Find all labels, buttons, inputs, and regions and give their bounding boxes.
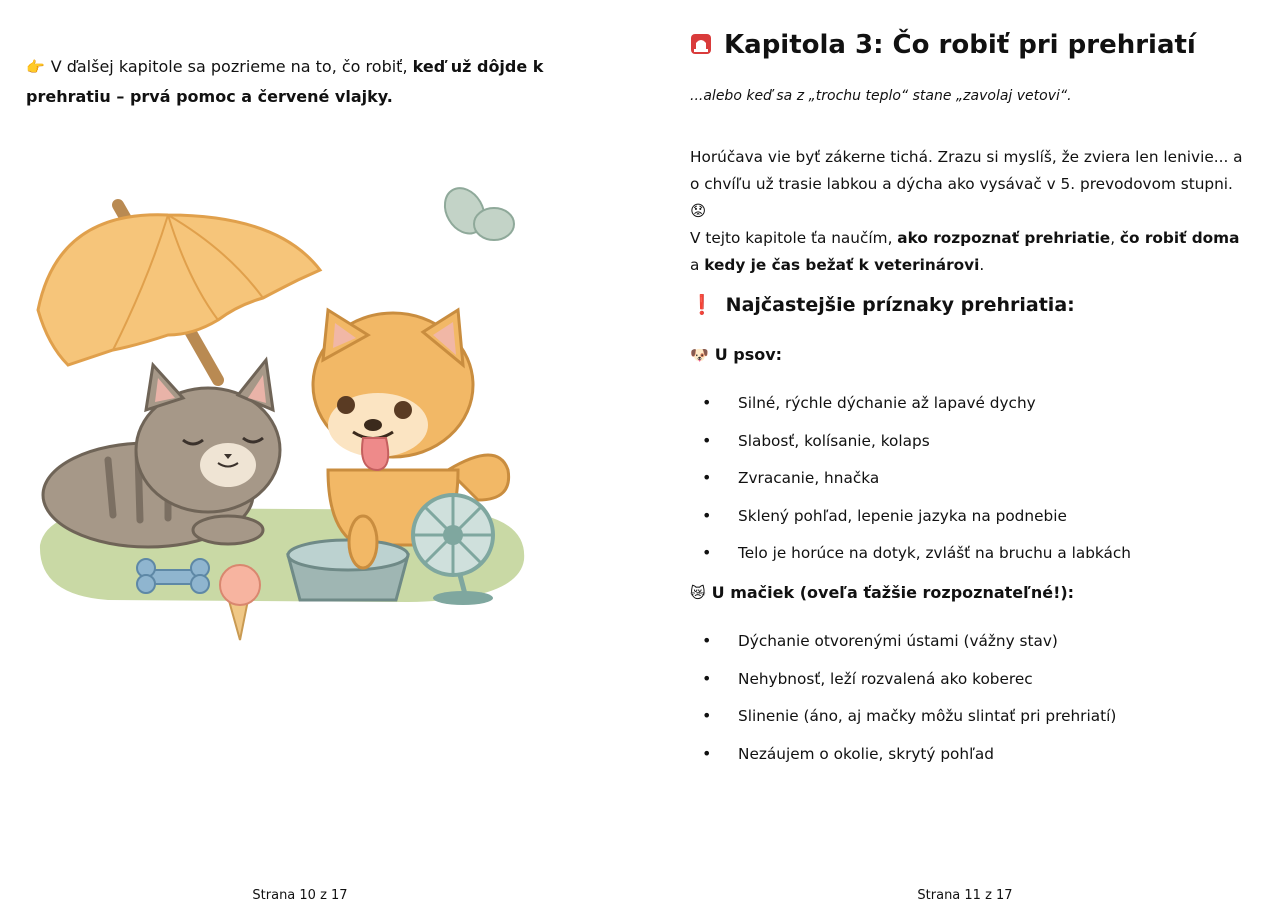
intro-plain: V ďalšej kapitole sa pozrieme na to, čo robiť, [50,57,413,76]
list-item: • Sklený pohľad, lepenie jazyka na podnebie [702,504,1262,542]
list-item: • Nezáujem o okolie, skrytý pohľad [702,742,1262,780]
crying-cat-icon: 😿 [690,584,706,602]
siren-icon [690,33,712,55]
symptoms-heading-text: Najčastejšie príznaky prehriatia: [725,294,1075,316]
ice-cream-icon [220,565,260,640]
dog-face-icon: 🐶 [690,346,709,364]
paragraph-bold-2: čo robiť doma [1119,229,1240,247]
umbrella-canopy [38,215,320,365]
chapter-subtitle: ...alebo keď sa z „trochu teplo“ stane „zavolaj vetovi“. [690,88,1072,104]
list-item: • Zvracanie, hnačka [702,466,1262,504]
paragraph-text-1: Horúčava vie byť zákerne tichá. Zrazu si myslíš, že zviera len lenivie... a o chvíľu už trasie labkou a dýcha ako vysávač v 5. prevodovom stupni. [690,148,1243,193]
leaf-icon [437,181,514,241]
cats-heading [690,583,1074,602]
paragraph-bold-3: kedy je čas bežať k veterinárovi [704,256,980,274]
dog-symptoms-list [702,391,1262,579]
intro-bold: keď už dôjde k prehratiu – prvá pomoc a červené vlajky. [26,57,544,106]
symptoms-heading [690,293,1075,316]
exclamation-icon: ❗ [690,294,714,316]
chapter-title [690,30,1196,60]
list-item: • Telo je horúce na dotyk, zvlášť na bruchu a labkách [702,541,1262,579]
list-item: • Silné, rýchle dýchanie až lapavé dychy [702,391,1262,429]
intro-paragraph [690,144,1245,279]
cat-dog-illustration [28,170,528,650]
page-number-left: Strana 10 z 17 [252,888,348,903]
list-item: • Slinenie (áno, aj mačky môžu slintať pri prehriatí) [702,704,1262,742]
paragraph-text-2: V tejto kapitole ťa naučím, [690,229,898,247]
list-item: • Nehybnosť, leží rozvalená ako koberec [702,667,1262,705]
right-page [640,0,1280,923]
chapter-title-text: Kapitola 3: Čo robiť pri prehriatí [724,30,1196,60]
paragraph-text-3: , [1110,229,1120,247]
dogs-heading-text: U psov: [714,345,783,364]
list-item: • Dýchanie otvorenými ústami (vážny stav) [702,629,1262,667]
list-item: • Slabosť, kolísanie, kolaps [702,429,1262,467]
paragraph-bold-1: ako rozpoznať prehriatie [897,229,1111,247]
worried-face-icon: 😟 [690,202,706,220]
paragraph-text-5: . [979,256,985,274]
pointing-hand-icon: 👉 [26,58,45,76]
dogs-heading [690,345,782,364]
cat-symptoms-list [702,629,1262,779]
paragraph-text-4: a [690,256,705,274]
cat-figure [43,360,280,547]
cats-heading-text: U mačiek (oveľa ťažšie rozpoznateľné!): [711,583,1075,602]
page-number-right: Strana 11 z 17 [917,888,1013,903]
intro-text [26,52,586,111]
